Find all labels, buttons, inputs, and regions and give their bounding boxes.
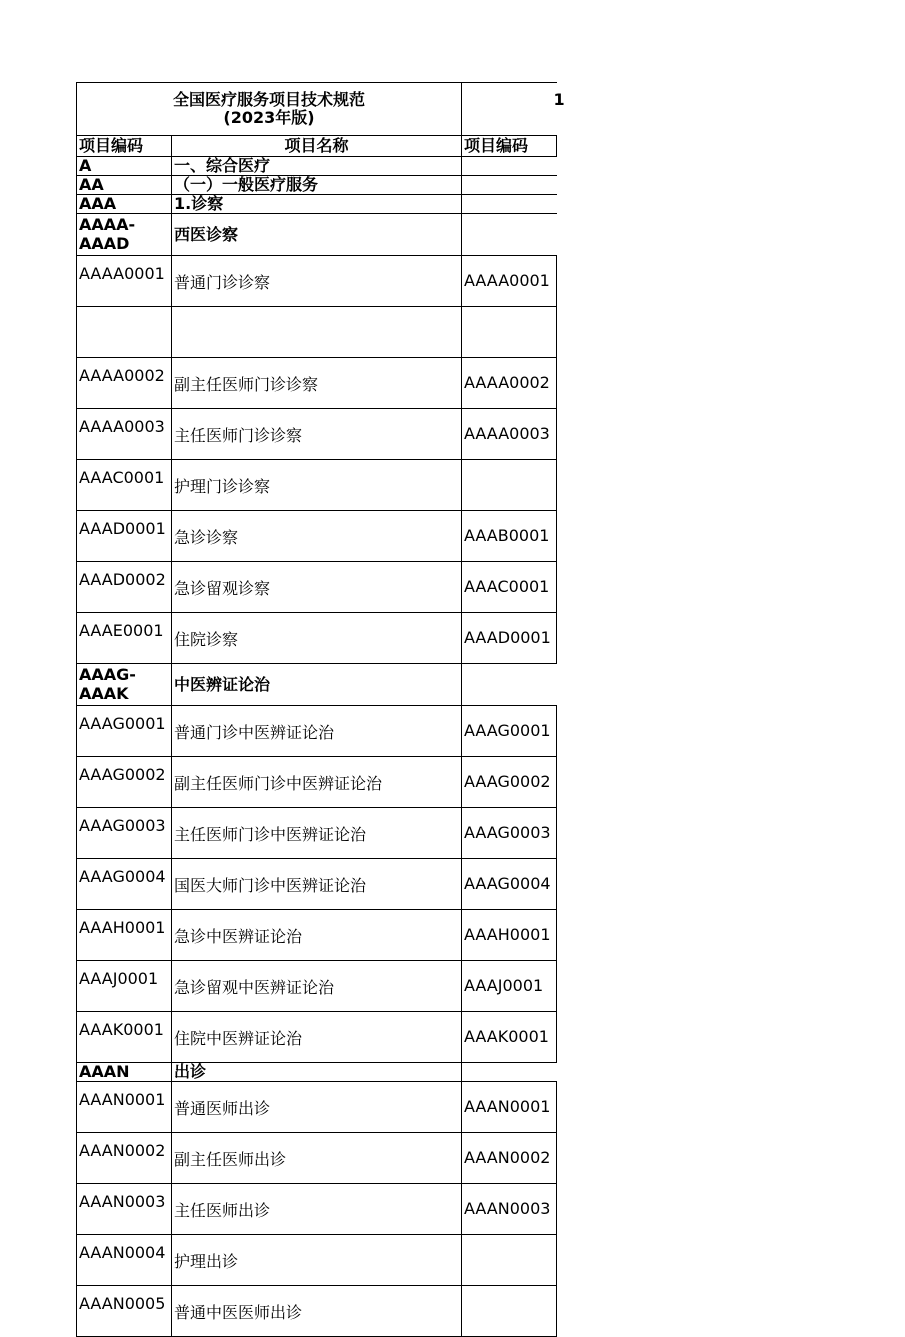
item-name: 普通医师出诊 bbox=[172, 1082, 462, 1133]
table-row bbox=[77, 307, 557, 358]
header-code-2: 项目编码 bbox=[462, 136, 557, 157]
table-row bbox=[77, 358, 557, 409]
item-code: AAAJ0001 bbox=[77, 961, 172, 1012]
item-name: 普通门诊中医辨证论治 bbox=[172, 706, 462, 757]
section-row bbox=[77, 157, 557, 176]
item-code: AAAN0002 bbox=[77, 1133, 172, 1184]
table-row bbox=[77, 961, 557, 1012]
item-name: 护理门诊诊察 bbox=[172, 460, 462, 511]
item-code: A bbox=[77, 157, 172, 176]
table-row bbox=[77, 613, 557, 664]
table-row bbox=[77, 1012, 557, 1063]
item-code-2: AAAG0002 bbox=[462, 757, 557, 808]
table-row bbox=[77, 1286, 557, 1337]
table-row bbox=[77, 256, 557, 307]
item-code-2: AAAN0002 bbox=[462, 1133, 557, 1184]
item-code-2: AAAA0002 bbox=[462, 358, 557, 409]
table-row bbox=[77, 1235, 557, 1286]
item-code-2: AAAB0001 bbox=[462, 511, 557, 562]
item-code-2: AAAG0003 bbox=[462, 808, 557, 859]
item-code: AAAD0001 bbox=[77, 511, 172, 562]
table-row bbox=[77, 859, 557, 910]
empty-cell bbox=[462, 1063, 557, 1082]
item-code-2: AAAK0001 bbox=[462, 1012, 557, 1063]
table-row bbox=[77, 1082, 557, 1133]
item-code-2 bbox=[462, 1235, 557, 1286]
table-row bbox=[77, 1133, 557, 1184]
item-code-2 bbox=[462, 307, 557, 358]
item-name: 副主任医师门诊中医辨证论治 bbox=[172, 757, 462, 808]
item-code: AAAN0001 bbox=[77, 1082, 172, 1133]
table-row bbox=[77, 757, 557, 808]
table-row bbox=[77, 511, 557, 562]
item-code: AAAN0004 bbox=[77, 1235, 172, 1286]
item-code: AAAN0005 bbox=[77, 1286, 172, 1337]
item-code-2 bbox=[462, 1286, 557, 1337]
table-row bbox=[77, 706, 557, 757]
item-code: AAAA0001 bbox=[77, 256, 172, 307]
item-code: AAAE0001 bbox=[77, 613, 172, 664]
item-code: AAAG0004 bbox=[77, 859, 172, 910]
item-code-2: AAAN0003 bbox=[462, 1184, 557, 1235]
item-code-2: AAAJ0001 bbox=[462, 961, 557, 1012]
item-code-2: AAAA0001 bbox=[462, 256, 557, 307]
item-code-2: AAAG0004 bbox=[462, 859, 557, 910]
item-name: 普通中医医师出诊 bbox=[172, 1286, 462, 1337]
empty-cell bbox=[462, 214, 557, 256]
section-row bbox=[77, 195, 557, 214]
item-code-2: AAAC0001 bbox=[462, 562, 557, 613]
title-row bbox=[77, 83, 557, 136]
item-name: 副主任医师门诊诊察 bbox=[172, 358, 462, 409]
item-code-2: AAAG0001 bbox=[462, 706, 557, 757]
item-name: 西医诊察 bbox=[172, 214, 462, 256]
table-row bbox=[77, 910, 557, 961]
header-row bbox=[77, 136, 557, 157]
table-row bbox=[77, 1184, 557, 1235]
item-name: （一）一般医疗服务 bbox=[172, 176, 462, 195]
item-name bbox=[172, 307, 462, 358]
item-code: AAAN0003 bbox=[77, 1184, 172, 1235]
item-name: 住院中医辨证论治 bbox=[172, 1012, 462, 1063]
item-code: AAA bbox=[77, 195, 172, 214]
title-line-1: 全国医疗服务项目技术规范 bbox=[173, 90, 366, 109]
item-name: 主任医师出诊 bbox=[172, 1184, 462, 1235]
header-code: 项目编码 bbox=[77, 136, 172, 157]
document-title bbox=[77, 83, 462, 136]
item-name: 1.诊察 bbox=[172, 195, 462, 214]
table-row bbox=[77, 460, 557, 511]
item-code: AAAG0003 bbox=[77, 808, 172, 859]
item-name: 急诊留观诊察 bbox=[172, 562, 462, 613]
item-name: 一、综合医疗 bbox=[172, 157, 462, 176]
item-code: AAAC0001 bbox=[77, 460, 172, 511]
item-code: AAAK0001 bbox=[77, 1012, 172, 1063]
table-row bbox=[77, 808, 557, 859]
item-name: 中医辨证论治 bbox=[172, 664, 462, 706]
item-name: 急诊中医辨证论治 bbox=[172, 910, 462, 961]
item-code bbox=[77, 307, 172, 358]
item-code-2 bbox=[462, 460, 557, 511]
section-row bbox=[77, 176, 557, 195]
table-row bbox=[77, 562, 557, 613]
item-code: AAAH0001 bbox=[77, 910, 172, 961]
empty-cell bbox=[462, 664, 557, 706]
item-code: AAAG-AAAK bbox=[77, 664, 172, 706]
item-name: 副主任医师出诊 bbox=[172, 1133, 462, 1184]
empty-cell bbox=[462, 176, 557, 195]
item-name: 主任医师门诊诊察 bbox=[172, 409, 462, 460]
header-name: 项目名称 bbox=[172, 136, 462, 157]
section-row bbox=[77, 664, 557, 706]
empty-cell bbox=[462, 157, 557, 176]
item-name: 普通门诊诊察 bbox=[172, 256, 462, 307]
item-name: 护理出诊 bbox=[172, 1235, 462, 1286]
item-code: AAAD0002 bbox=[77, 562, 172, 613]
item-code-2: AAAH0001 bbox=[462, 910, 557, 961]
title-cell-clipped bbox=[462, 83, 565, 136]
item-code: AA bbox=[77, 176, 172, 195]
table-row bbox=[77, 409, 557, 460]
section-row bbox=[77, 214, 557, 256]
item-name: 急诊留观中医辨证论治 bbox=[172, 961, 462, 1012]
item-code: AAAA0003 bbox=[77, 409, 172, 460]
item-code: AAAG0001 bbox=[77, 706, 172, 757]
item-code: AAAN bbox=[77, 1063, 172, 1082]
item-code: AAAG0002 bbox=[77, 757, 172, 808]
spec-table-body bbox=[77, 83, 565, 1337]
item-name: 住院诊察 bbox=[172, 613, 462, 664]
item-code: AAAA0002 bbox=[77, 358, 172, 409]
item-name: 主任医师门诊中医辨证论治 bbox=[172, 808, 462, 859]
item-name: 出诊 bbox=[172, 1063, 462, 1082]
item-code-2: AAAN0001 bbox=[462, 1082, 557, 1133]
item-code: AAAA-AAAD bbox=[77, 214, 172, 256]
item-name: 急诊诊察 bbox=[172, 511, 462, 562]
spec-table bbox=[76, 82, 565, 1337]
item-name: 国医大师门诊中医辨证论治 bbox=[172, 859, 462, 910]
section-row bbox=[77, 1063, 557, 1082]
item-code-2: AAAA0003 bbox=[462, 409, 557, 460]
empty-cell bbox=[462, 195, 557, 214]
title-line-2: (2023年版) bbox=[223, 108, 315, 127]
item-code-2: AAAD0001 bbox=[462, 613, 557, 664]
clipped-title-char: 1 bbox=[553, 90, 565, 109]
